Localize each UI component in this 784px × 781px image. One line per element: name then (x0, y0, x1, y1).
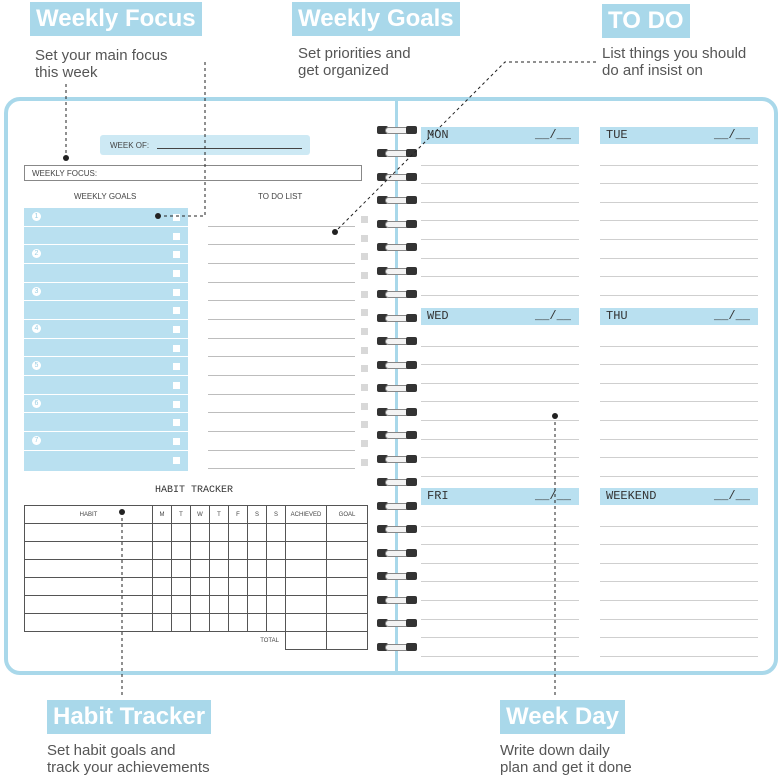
todo-callout-title: TO DO (602, 4, 690, 38)
goal-number: 7 (32, 436, 41, 445)
habit-header-achieved: ACHIEVED (286, 506, 327, 524)
weekly-goals-callout-title: Weekly Goals (292, 2, 460, 36)
goal-number: 5 (32, 361, 41, 370)
todo-leader (335, 62, 596, 232)
todo-marker (332, 229, 338, 235)
day-date: __/__ (713, 489, 750, 503)
day-date: __/__ (713, 128, 750, 142)
goal-number: 1 (32, 212, 41, 221)
habit-tracker-marker (119, 509, 125, 515)
day-date: __/__ (534, 128, 571, 142)
habit-header-day: T (210, 506, 229, 524)
day-date: __/__ (713, 309, 750, 323)
week-day-marker (552, 413, 558, 419)
day-name: THU (606, 309, 628, 323)
day-name: MON (427, 128, 449, 142)
day-date: __/__ (534, 489, 571, 503)
weekly-focus-callout-desc: Set your main focus this week (35, 47, 168, 81)
weekly-focus-label: WEEKLY FOCUS: (32, 169, 98, 178)
day-name: TUE (606, 128, 628, 142)
habit-header-day: S (248, 506, 267, 524)
weekly-goals-label: WEEKLY GOALS (74, 192, 137, 201)
day-name: WEEKEND (606, 489, 657, 503)
weekly-focus-callout-title: Weekly Focus (30, 2, 202, 36)
weekly-focus-marker (63, 155, 69, 161)
goal-number: 2 (32, 249, 41, 258)
weekly-goals-callout-desc: Set priorities and get organized (298, 45, 411, 79)
todo-callout-desc: List things you should do anf insist on (602, 45, 747, 79)
day-date: __/__ (534, 309, 571, 323)
goal-number: 3 (32, 287, 41, 296)
habit-header-day: F (229, 506, 248, 524)
habit-tracker-callout-title: Habit Tracker (47, 700, 211, 734)
day-name: FRI (427, 489, 449, 503)
habit-header-habit: HABIT (25, 506, 153, 524)
todo-list-label: TO DO LIST (258, 192, 303, 201)
week-day-callout-title: Week Day (500, 700, 625, 734)
habit-tracker-callout-desc: Set habit goals and track your achievements (47, 742, 210, 776)
goal-number: 6 (32, 399, 41, 408)
day-name: WED (427, 309, 449, 323)
week-of-label: WEEK OF: (110, 141, 150, 150)
goal-number: 4 (32, 324, 41, 333)
week-day-callout-desc: Write down daily plan and get it done (500, 742, 632, 776)
habit-total-label: TOTAL (260, 637, 279, 644)
habit-header-day: T (172, 506, 191, 524)
habit-header-goal: GOAL (327, 506, 368, 524)
habit-header-day: S (267, 506, 286, 524)
weekly-goals-marker (155, 213, 161, 219)
weekly-goals-leader (158, 62, 205, 216)
habit-header-day: M (153, 506, 172, 524)
habit-tracker-title: HABIT TRACKER (155, 485, 234, 496)
habit-header-day: W (191, 506, 210, 524)
